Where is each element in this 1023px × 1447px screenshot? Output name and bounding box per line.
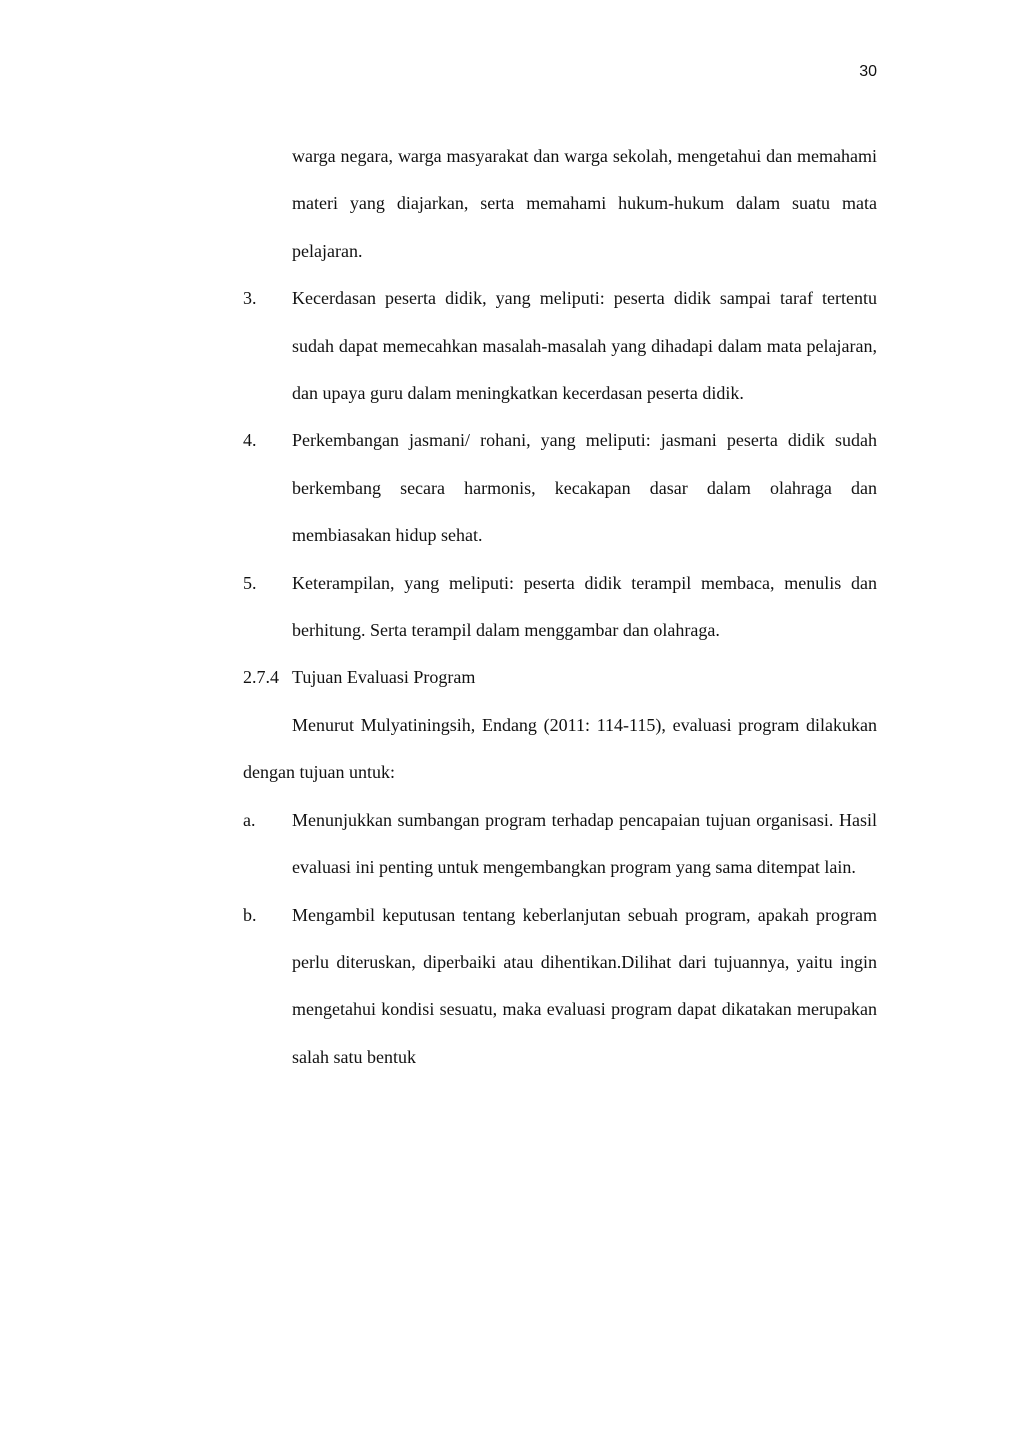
section-number: 2.7.4 — [243, 667, 279, 688]
section-heading — [243, 654, 877, 701]
list-marker: b. — [243, 904, 257, 925]
section-title: Tujuan Evaluasi Program — [292, 667, 476, 688]
continuation-paragraph: warga negara, warga masyarakat dan warga sekolah, mengetahui dan memahami materi yang diajarkan, serta memahami hukum-hukum dalam suatu mata pelajaran. — [292, 146, 877, 261]
lettered-list-item-a — [243, 797, 877, 892]
list-marker: a. — [243, 809, 256, 830]
list-item-text: Perkembangan jasmani/ rohani, yang meliputi: jasmani peserta didik sudah berkembang secara harmonis, kecakapan dasar dalam olahraga dan membiasakan hidup sehat. — [292, 430, 877, 546]
numbered-list-item-4 — [243, 417, 877, 559]
list-marker: 4. — [243, 430, 257, 451]
numbered-list-item-5 — [243, 560, 877, 655]
list-marker: 5. — [243, 572, 257, 593]
list-item-text: Menunjukkan sumbangan program terhadap pencapaian tujuan organisasi. Hasil evaluasi ini penting untuk mengembangkan program yang sama ditempat lain. — [292, 809, 877, 878]
lettered-list-item-b — [243, 892, 877, 1082]
list-marker: 3. — [243, 288, 257, 309]
list-item-text: Mengambil keputusan tentang keberlanjutan sebuah program, apakah program perlu diteruskan, diperbaiki atau dihentikan.Dilihat dari tujuannya, yaitu ingin mengetahui kondisi sesuatu, maka evaluasi program dapat dikatakan merupakan salah satu bentuk — [292, 904, 877, 1067]
page-number: 30 — [859, 63, 877, 80]
numbered-list-item-3 — [243, 275, 877, 417]
document-body — [243, 133, 877, 1081]
list-item-text: Keterampilan, yang meliputi: peserta didik terampil membaca, menulis dan berhitung. Serta terampil dalam menggambar dan olahraga. — [292, 572, 877, 641]
intro-paragraph: Menurut Mulyatiningsih, Endang (2011: 114-115), evaluasi program dilakukan dengan tujuan untuk: — [243, 714, 877, 783]
list-item-text: Kecerdasan peserta didik, yang meliputi: peserta didik sampai taraf tertentu sudah dapat memecahkan masalah-masalah yang dihadapi dalam mata pelajaran, dan upaya guru dalam meningkatkan kecerdasan peserta didik. — [292, 288, 877, 404]
